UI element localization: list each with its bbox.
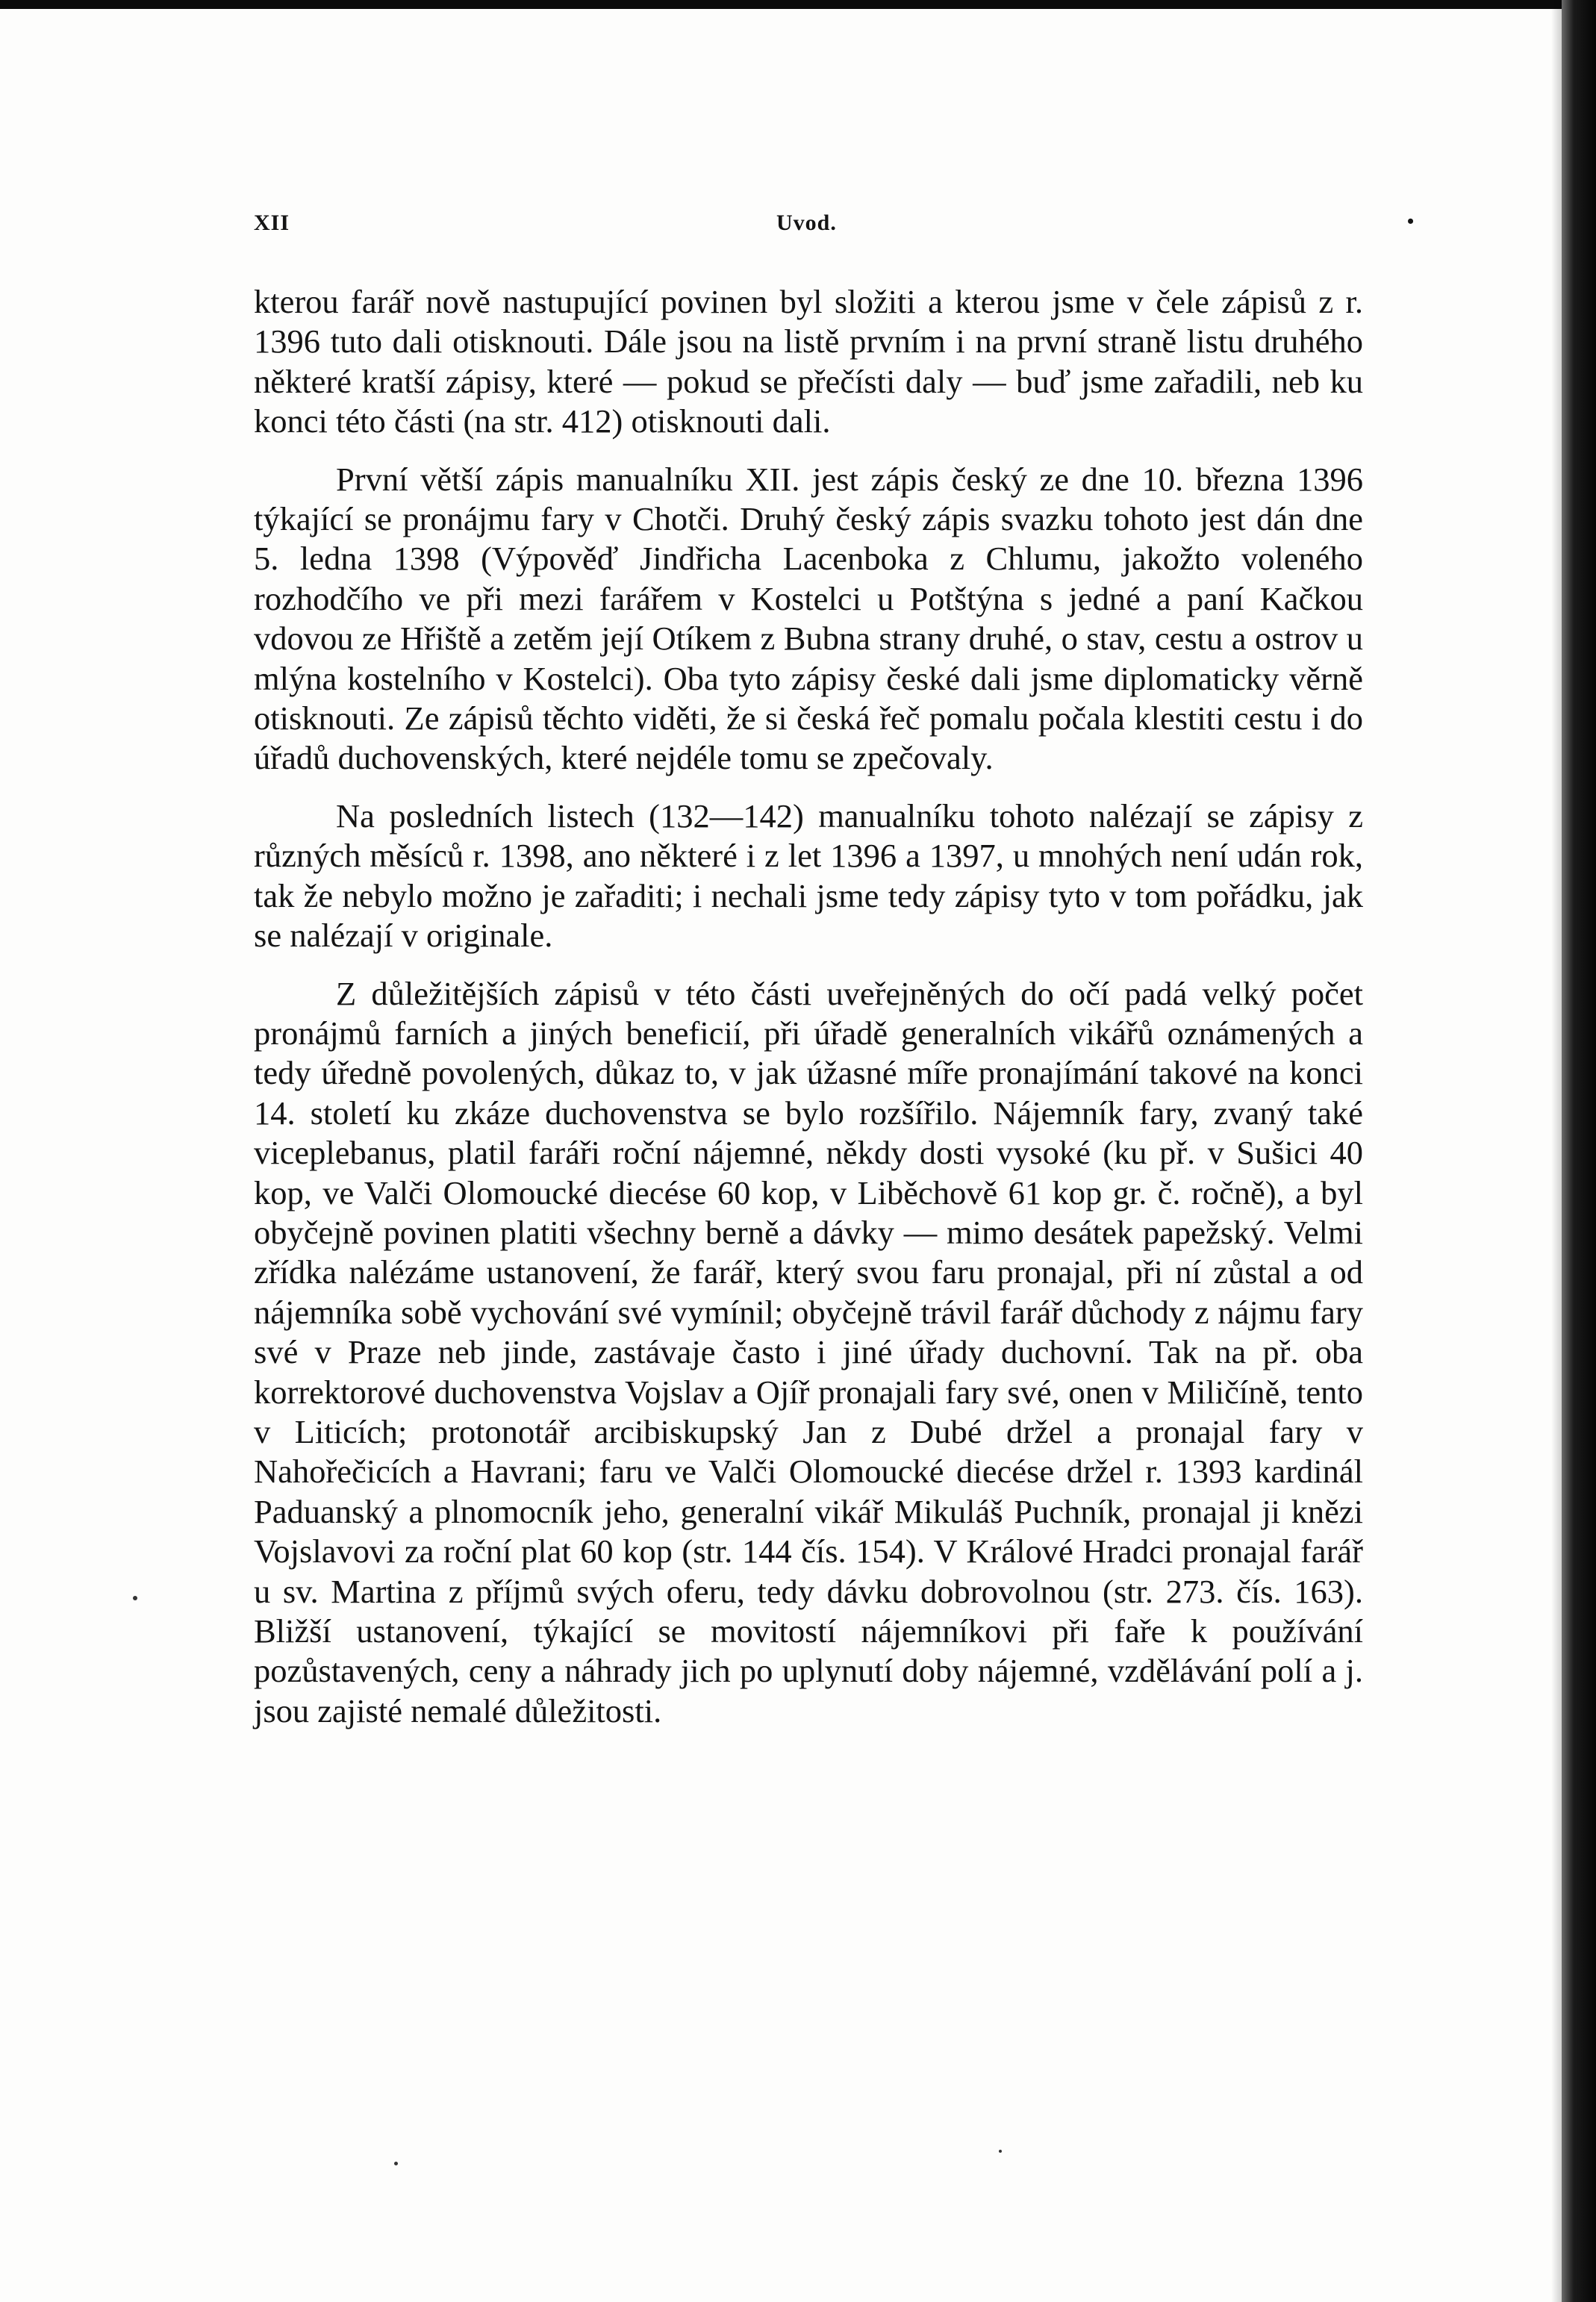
- paragraph-1: kterou farář nově nastupující povinen byl složiti a kterou jsme v čele zápisů z r. 1396 tuto dali otisknouti. Dále jsou na listě prvním i na první straně listu druhého některé kratší zápisy, které — pokud se přečísti daly — buď jsme zařadili, neb ku konci této části (na str. 412) otisknouti dali.: [254, 283, 1363, 440]
- running-header: [254, 210, 1415, 240]
- scan-edge-gradient: [1551, 0, 1562, 2302]
- page-number: XII: [254, 210, 290, 235]
- paragraph-4: Z důležitějších zápisů v této části uveřejněných do očí padá velký počet pronájmů farních a jiných beneficií, při úřadě generalních vikářů oznámených a tedy úředně povolených, důkaz to, v jak úžasné míře pronajímání takové na konci 14. století ku zkáze duchovenstva se bylo rozšířilo. Nájemník fary, zvaný také viceplebanus, platil faráři roční nájemné, někdy dosti vysoké (ku př. v Sušici 40 kop, ve Valči Olomoucké diecése 60 kop, v Liběchově 61 kop gr. č. ročně), a byl obyčejně povinen platiti všechny berně a dávky — mimo desátek papežský. Velmi zřídka nalézáme ustanovení, že farář, který svou faru pronajal, při ní zůstal a od nájemníka sobě vychování své vymínil; obyčejně trávil farář důchody z nájmu fary své v Praze neb jinde, zastávaje často i jiné úřady duchovní. Tak na př. oba korrektorové duchovenstva Vojslav a Ojíř pronajali fary své, onen v Miličíně, tento v Liticích; protonotář arcibiskupský Jan z Dubé držel a pronajal fary v Nahořečicích a Havrani; faru ve Valči Olomoucké diecése držel r. 1393 kardinál Paduanský a plnomocník jeho, generalní vikář Mikuláš Puchník, pronajal ji knězi Vojslavovi za roční plat 60 kop (str. 144 čís. 154). V Králové Hradci pronajal farář u sv. Martina z příjmů svých oferu, tedy dávku dobrovolnou (str. 273. čís. 163). Bližší ustanovení, týkající se movitostí nájemníkovi při faře k používání pozůstavených, ceny a náhrady jich po uplynutí doby nájemné, vzdělávání polí a j. jsou zajisté nemalé důležitosti.: [254, 974, 1363, 1729]
- scan-speck: [999, 2150, 1002, 2153]
- scan-top-border: [0, 0, 1596, 9]
- scan-speck: [133, 1596, 137, 1600]
- body-text: [254, 282, 1363, 1749]
- scan-speck: [394, 2162, 398, 2165]
- paragraph-3: Na posledních listech (132—142) manualníku tohoto nalézají se zápisy z různých měsíců r. 1398, ano některé i z let 1396 a 1397, u mnohých není udán rok, tak že nebylo možno je zařaditi; i nechali jsme tedy zápisy tyto v tom pořádku, jak se nalézají v originale.: [254, 796, 1363, 955]
- paragraph-2: První větší zápis manualníku XII. jest zápis český ze dne 10. března 1396 týkající se pronájmu fary v Chotči. Druhý český zápis svazku tohoto jest dán dne 5. ledna 1398 (Výpověď Jindřicha Lacenboka z Chlumu, jakožto voleného rozhodčího ve při mezi farářem v Kostelci u Potštýna s jedné a paní Kačkou vdovou ze Hřiště a zetěm její Otíkem z Bubna strany druhé, o stav, cestu a ostrov u mlýna kostelního v Kostelci). Oba tyto zápisy české dali jsme diplomaticky věrně otisknouti. Ze zápisů těchto viděti, že si česká řeč pomalu počala klestiti cestu i do úřadů duchovenských, které nejdéle tomu se zpečovaly.: [254, 460, 1363, 777]
- header-mark: •: [1407, 210, 1415, 232]
- scan-right-border: [1562, 0, 1596, 2302]
- running-title: Uvod.: [776, 210, 837, 235]
